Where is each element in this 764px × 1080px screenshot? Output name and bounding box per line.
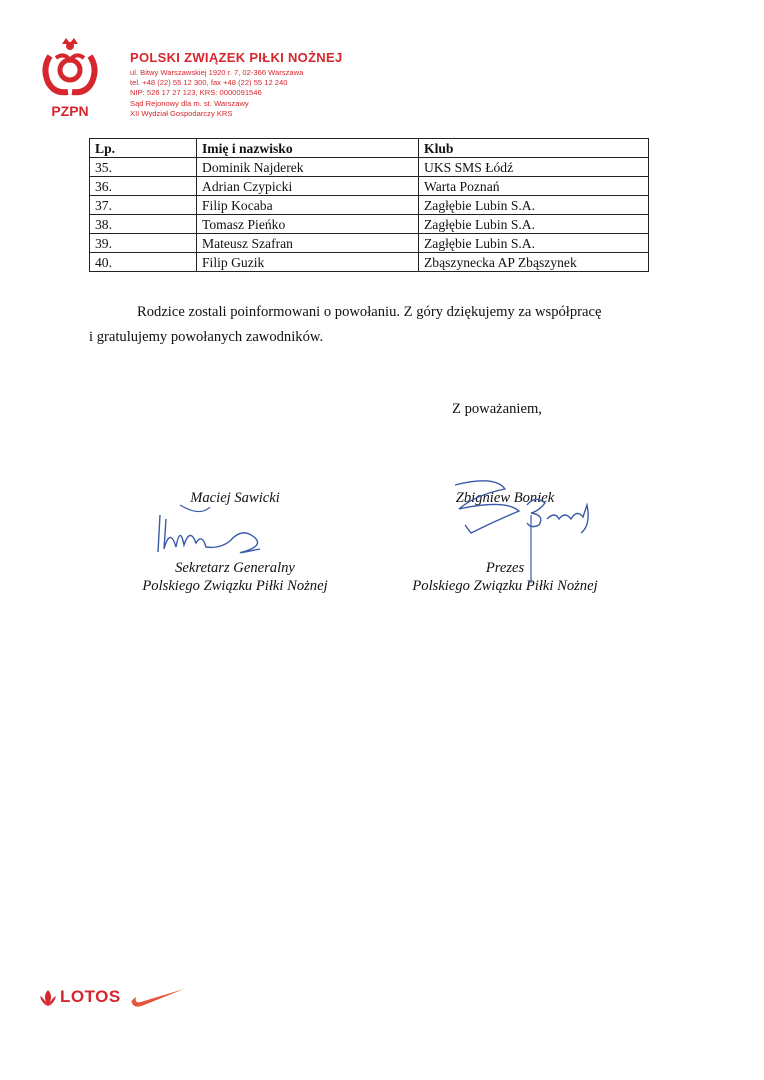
handwritten-signature-icon — [435, 475, 595, 585]
logo-text: PZPN — [51, 103, 89, 119]
cell-club: Zbąszynecka AP Zbąszynek — [419, 253, 649, 272]
header-name: Imię i nazwisko — [197, 139, 419, 158]
signatory-org: Polskiego Związku Piłki Nożnej — [412, 578, 598, 594]
cell-lp: 38. — [90, 215, 197, 234]
cell-name: Filip Kocaba — [197, 196, 419, 215]
cell-name: Adrian Czypicki — [197, 177, 419, 196]
cell-club: Zagłębie Lubin S.A. — [419, 234, 649, 253]
lotos-flower-icon — [38, 988, 58, 1008]
players-table — [89, 138, 649, 272]
table-row — [90, 196, 649, 215]
department-line: XII Wydział Gospodarczy KRS — [130, 108, 233, 118]
signatory-org: Polskiego Związku Piłki Nożnej — [142, 578, 328, 594]
cell-club: Zagłębie Lubin S.A. — [419, 196, 649, 215]
org-name: POLSKI ZWIĄZEK PIŁKI NOŻNEJ — [130, 50, 343, 65]
cell-club: UKS SMS Łódź — [419, 158, 649, 177]
org-block — [130, 50, 343, 119]
table-row — [90, 158, 649, 177]
body-line-2: i gratulujemy powołanych zawodników. — [89, 329, 324, 345]
pzpn-logo-icon — [38, 38, 102, 120]
phone-line: tel. +48 (22) 55 12 300, fax +48 (22) 55 12 240 — [130, 78, 288, 88]
court-line: Sąd Rejonowy dla m. st. Warszawy — [130, 98, 249, 108]
cell-name: Mateusz Szafran — [197, 234, 419, 253]
signatory-title: Sekretarz Generalny — [175, 560, 295, 576]
nip-line: NIP: 526 17 27 123, KRS: 0000091546 — [130, 88, 262, 98]
table-row — [90, 215, 649, 234]
body-line-1: Rodzice zostali poinformowani o powołaniu. Z góry dziękujemy za współpracę — [137, 304, 602, 320]
cell-lp: 40. — [90, 253, 197, 272]
nike-swoosh-icon — [130, 987, 186, 1009]
header-club: Klub — [419, 139, 649, 158]
header-lp: Lp. — [90, 139, 197, 158]
table-header-row — [90, 139, 649, 158]
cell-lp: 37. — [90, 196, 197, 215]
cell-lp: 35. — [90, 158, 197, 177]
closing-salutation: Z poważaniem, — [452, 401, 542, 417]
table-row — [90, 177, 649, 196]
cell-lp: 39. — [90, 234, 197, 253]
handwritten-signature-icon — [150, 497, 280, 557]
signatory-name: Zbigniew Boniek — [455, 490, 555, 506]
sponsor-footer — [38, 980, 198, 1014]
lotos-logo-text: LOTOS — [60, 987, 121, 1006]
cell-name: Filip Guzik — [197, 253, 419, 272]
letterhead — [38, 38, 458, 120]
cell-club: Zagłębie Lubin S.A. — [419, 215, 649, 234]
table-row — [90, 234, 649, 253]
cell-name: Tomasz Pieńko — [197, 215, 419, 234]
signature-block-left — [120, 489, 350, 595]
cell-name: Dominik Najderek — [197, 158, 419, 177]
cell-lp: 36. — [90, 177, 197, 196]
table-row — [90, 253, 649, 272]
signature-block-right — [395, 489, 615, 595]
address-line: ul. Bitwy Warszawskiej 1920 r. 7, 02-366 Warszawa — [130, 68, 304, 77]
signatory-name: Maciej Sawicki — [190, 490, 280, 506]
signatory-title: Prezes — [485, 560, 525, 576]
body-paragraph — [89, 300, 659, 350]
cell-club: Warta Poznań — [419, 177, 649, 196]
